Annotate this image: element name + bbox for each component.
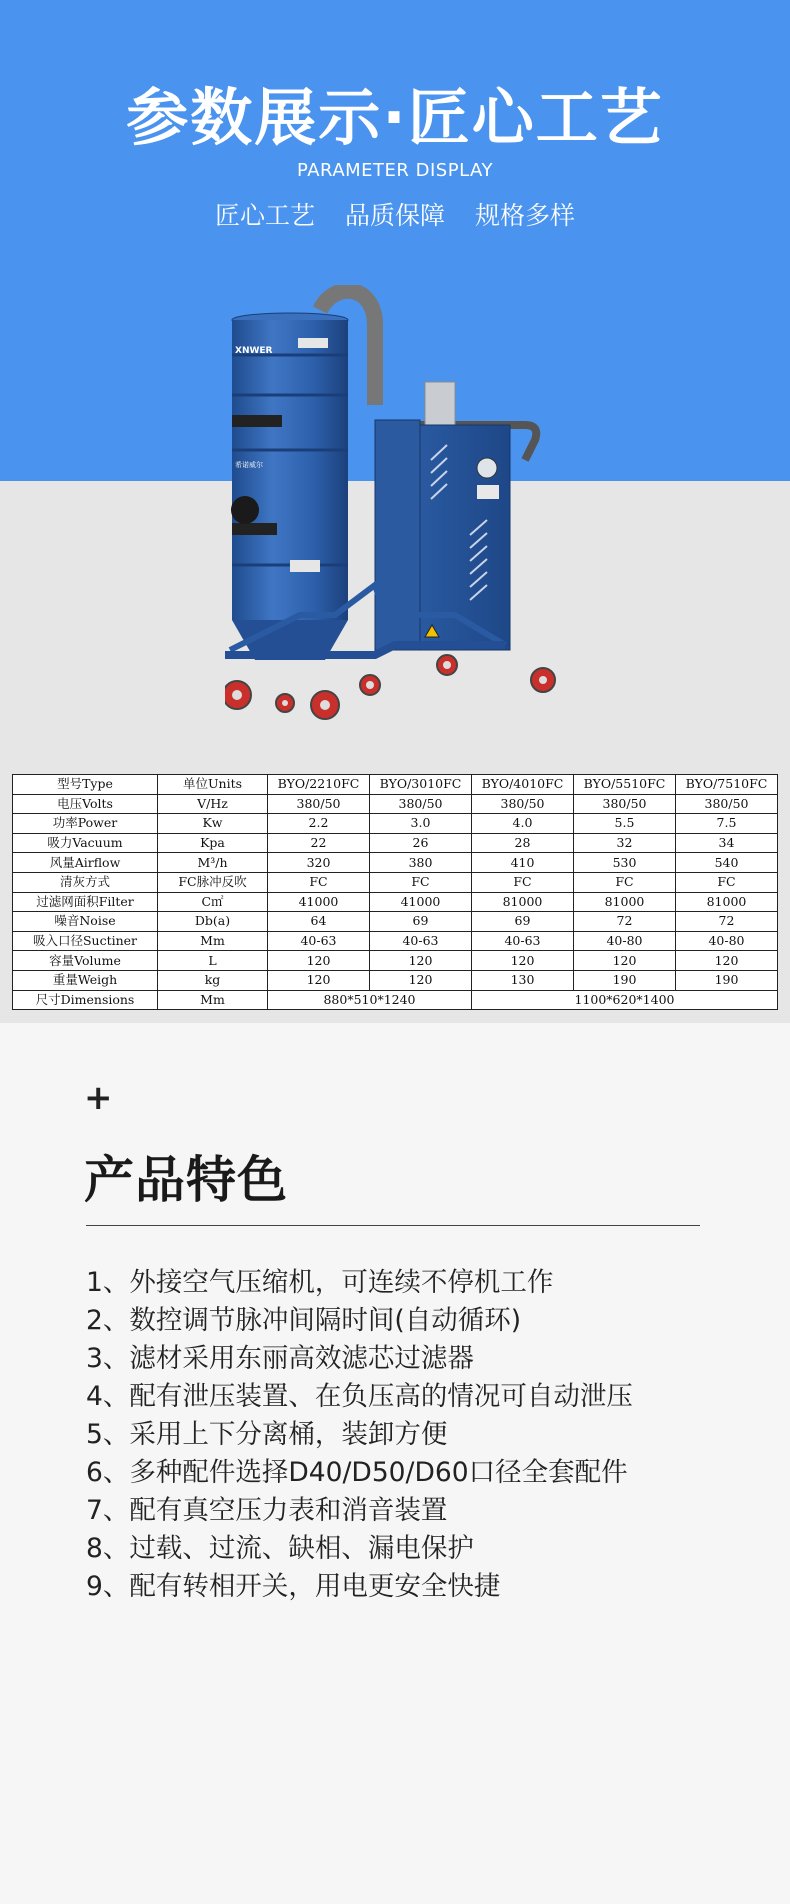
table-cell: FC xyxy=(574,872,676,892)
table-cell: BYO/3010FC xyxy=(370,775,472,795)
table-row xyxy=(13,951,778,971)
brand-logo-cn: 希诺威尔 xyxy=(235,461,263,469)
table-cell: 380 xyxy=(370,853,472,873)
table-row xyxy=(13,931,778,951)
table-cell: 380/50 xyxy=(268,794,370,814)
table-cell: 功率Power xyxy=(13,814,158,834)
table-cell: 容量Volume xyxy=(13,951,158,971)
table-cell: Mm xyxy=(158,990,268,1010)
vacuum-cleaner-image xyxy=(225,285,565,735)
table-row xyxy=(13,853,778,873)
tagline-specs: 规格多样 xyxy=(474,201,575,230)
table-cell: FC脉冲反吹 xyxy=(158,872,268,892)
table-cell: 120 xyxy=(472,951,574,971)
table-cell: 380/50 xyxy=(472,794,574,814)
table-cell: 吸力Vacuum xyxy=(13,833,158,853)
table-cell: 540 xyxy=(676,853,778,873)
table-row-dimensions xyxy=(13,990,778,1010)
table-cell: 530 xyxy=(574,853,676,873)
table-cell: Kpa xyxy=(158,833,268,853)
table-cell: 72 xyxy=(574,912,676,932)
table-cell: 清灰方式 xyxy=(13,872,158,892)
table-cell: 72 xyxy=(676,912,778,932)
table-row xyxy=(13,970,778,990)
table-cell: BYO/5510FC xyxy=(574,775,676,795)
list-item: 5、采用上下分离桶，装卸方便 xyxy=(86,1419,448,1450)
table-row xyxy=(13,892,778,912)
table-cell: Mm xyxy=(158,931,268,951)
table-cell: 64 xyxy=(268,912,370,932)
table-cell: 120 xyxy=(268,970,370,990)
table-cell: 过滤网面积Filter xyxy=(13,892,158,912)
page-title: 参数展示·匠心工艺 xyxy=(126,81,664,154)
table-cell: 28 xyxy=(472,833,574,853)
table-cell: 尺寸Dimensions xyxy=(13,990,158,1010)
table-cell: 噪音Noise xyxy=(13,912,158,932)
table-cell: 吸入口径Suctiner xyxy=(13,931,158,951)
table-cell: 81000 xyxy=(574,892,676,912)
list-item: 6、多种配件选择D40/D50/D60口径全套配件 xyxy=(86,1457,628,1488)
table-cell: 2.2 xyxy=(268,814,370,834)
table-cell: BYO/2210FC xyxy=(268,775,370,795)
table-cell: 电压Volts xyxy=(13,794,158,814)
list-item: 2、数控调节脉冲间隔时间(自动循环) xyxy=(86,1305,522,1336)
tagline-row xyxy=(0,196,790,232)
tagline-craft: 匠心工艺 xyxy=(215,201,316,230)
table-cell: 40-63 xyxy=(370,931,472,951)
table-cell: Db(a) xyxy=(158,912,268,932)
table-cell: 5.5 xyxy=(574,814,676,834)
table-cell: 26 xyxy=(370,833,472,853)
table-cell: FC xyxy=(676,872,778,892)
table-cell: 380/50 xyxy=(676,794,778,814)
table-cell: M³/h xyxy=(158,853,268,873)
table-row xyxy=(13,833,778,853)
table-cell: 120 xyxy=(370,970,472,990)
table-cell: L xyxy=(158,951,268,971)
table-cell: C㎡ xyxy=(158,892,268,912)
list-item: 8、过载、过流、缺相、漏电保护 xyxy=(86,1533,474,1564)
table-cell: 型号Type xyxy=(13,775,158,795)
features-title: 产品特色 xyxy=(84,1151,288,1209)
brand-logo-en: XNWER xyxy=(235,346,273,356)
table-row xyxy=(13,912,778,932)
table-cell: 120 xyxy=(370,951,472,971)
table-cell: Kw xyxy=(158,814,268,834)
table-cell: 120 xyxy=(676,951,778,971)
table-cell: FC xyxy=(370,872,472,892)
features-list xyxy=(86,1264,633,1606)
table-cell: 重量Weigh xyxy=(13,970,158,990)
table-cell: 69 xyxy=(472,912,574,932)
list-item: 9、配有转相开关，用电更安全快捷 xyxy=(86,1571,501,1602)
table-cell: 120 xyxy=(574,951,676,971)
list-item: 7、配有真空压力表和消音装置 xyxy=(86,1495,448,1526)
table-cell: 81000 xyxy=(472,892,574,912)
table-cell: 7.5 xyxy=(676,814,778,834)
table-cell: 单位Units xyxy=(158,775,268,795)
divider xyxy=(86,1225,700,1226)
table-cell: 120 xyxy=(268,951,370,971)
table-cell: 40-63 xyxy=(472,931,574,951)
table-cell: 22 xyxy=(268,833,370,853)
table-cell: 40-80 xyxy=(574,931,676,951)
table-cell: 410 xyxy=(472,853,574,873)
list-item: 4、配有泄压装置、在负压高的情况可自动泄压 xyxy=(86,1381,633,1412)
table-cell: 41000 xyxy=(268,892,370,912)
table-cell: FC xyxy=(268,872,370,892)
tagline-quality: 品质保障 xyxy=(344,201,445,230)
table-cell: 69 xyxy=(370,912,472,932)
table-cell: 190 xyxy=(676,970,778,990)
table-cell: 34 xyxy=(676,833,778,853)
table-cell: 81000 xyxy=(676,892,778,912)
table-row xyxy=(13,872,778,892)
table-cell: BYO/4010FC xyxy=(472,775,574,795)
table-cell: V/Hz xyxy=(158,794,268,814)
table-cell: 32 xyxy=(574,833,676,853)
table-row xyxy=(13,794,778,814)
table-cell: 880*510*1240 xyxy=(268,990,472,1010)
table-cell: 130 xyxy=(472,970,574,990)
list-item: 1、外接空气压缩机，可连续不停机工作 xyxy=(86,1267,554,1298)
plus-icon: + xyxy=(84,1078,113,1118)
page-subtitle: PARAMETER DISPLAY xyxy=(297,160,493,181)
table-row xyxy=(13,814,778,834)
table-cell: 40-80 xyxy=(676,931,778,951)
table-cell: 1100*620*1400 xyxy=(472,990,778,1010)
table-cell: 380/50 xyxy=(370,794,472,814)
table-cell: 190 xyxy=(574,970,676,990)
spec-table xyxy=(12,774,778,1010)
table-cell: 320 xyxy=(268,853,370,873)
table-cell: 风量Airflow xyxy=(13,853,158,873)
table-header-row xyxy=(13,775,778,795)
table-cell: 40-63 xyxy=(268,931,370,951)
table-cell: 380/50 xyxy=(574,794,676,814)
list-item: 3、滤材采用东丽高效滤芯过滤器 xyxy=(86,1343,474,1374)
table-cell: BYO/7510FC xyxy=(676,775,778,795)
table-cell: kg xyxy=(158,970,268,990)
table-cell: 3.0 xyxy=(370,814,472,834)
table-cell: 4.0 xyxy=(472,814,574,834)
table-cell: FC xyxy=(472,872,574,892)
table-cell: 41000 xyxy=(370,892,472,912)
